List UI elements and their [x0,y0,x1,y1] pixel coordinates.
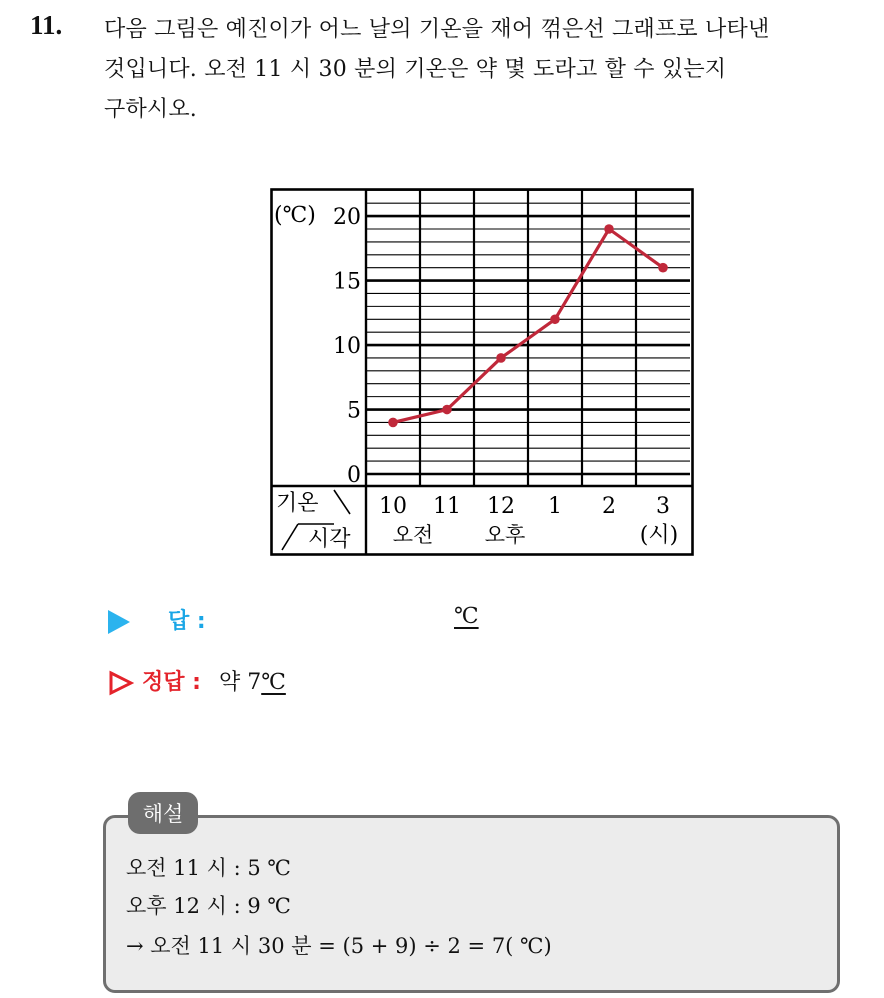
data-point [496,353,506,363]
x-tick-label: 2 [602,494,616,519]
x-tick-label: 3 [656,494,670,519]
x-group-am: 오전 [392,523,434,547]
play-arrow-icon [108,610,130,634]
data-point [550,314,560,324]
question-line-3: 구하시오. [104,97,198,122]
y-tick-label: 10 [333,334,361,360]
question-line-2: 것입니다. 오전 11 시 30 분의 기온은 약 몇 도라고 할 수 있는지 [104,57,727,82]
explanation-tag: 해설 [128,792,198,834]
x-tick-labels [379,494,670,519]
explanation-line-2: 오후 12 시 : 9 ℃ [126,894,291,918]
data-point [442,405,452,415]
y-tick-label: 15 [333,269,361,295]
answer-label: 답 : [168,609,206,634]
x-tick-label: 12 [487,494,515,519]
y-tick-label: 5 [347,398,361,424]
corner-label-bottom: 시각 [308,527,351,552]
correct-answer-label: 정답 : [142,670,201,695]
x-unit-label: (시) [639,523,679,548]
correct-answer-unit: ℃ [261,670,286,695]
answer-unit: ℃ [454,604,479,629]
data-point [388,418,398,428]
correct-answer-row [108,665,286,696]
y-tick-label: 0 [347,463,361,488]
y-tick-label: 20 [333,205,361,231]
y-tick-labels [333,205,361,488]
outline-arrow-icon [108,670,134,696]
x-tick-label: 10 [379,494,407,519]
y-unit-label: (℃) [274,203,316,228]
temperature-line-chart [270,188,694,558]
question-line-1: 다음 그림은 예진이가 어느 날의 기온을 재어 꺾은선 그래프로 나타낸 [104,17,770,42]
corner-divider-lower [282,524,298,550]
x-group-pm: 오후 [484,523,526,547]
data-point [604,224,614,234]
answer-row [108,604,206,635]
explanation-line-3: → 오전 11 시 30 분 = (5 + 9) ÷ 2 = 7( ℃) [126,934,552,958]
question-number: 11. [30,10,63,40]
data-point [658,263,668,273]
correct-answer-value: 약 7 [218,670,262,695]
x-tick-label: 1 [548,494,562,519]
explanation-line-1: 오전 11 시 : 5 ℃ [126,856,291,880]
x-tick-label: 11 [433,494,461,519]
corner-label-top: 기온 [276,491,319,516]
corner-divider-upper [334,490,350,514]
